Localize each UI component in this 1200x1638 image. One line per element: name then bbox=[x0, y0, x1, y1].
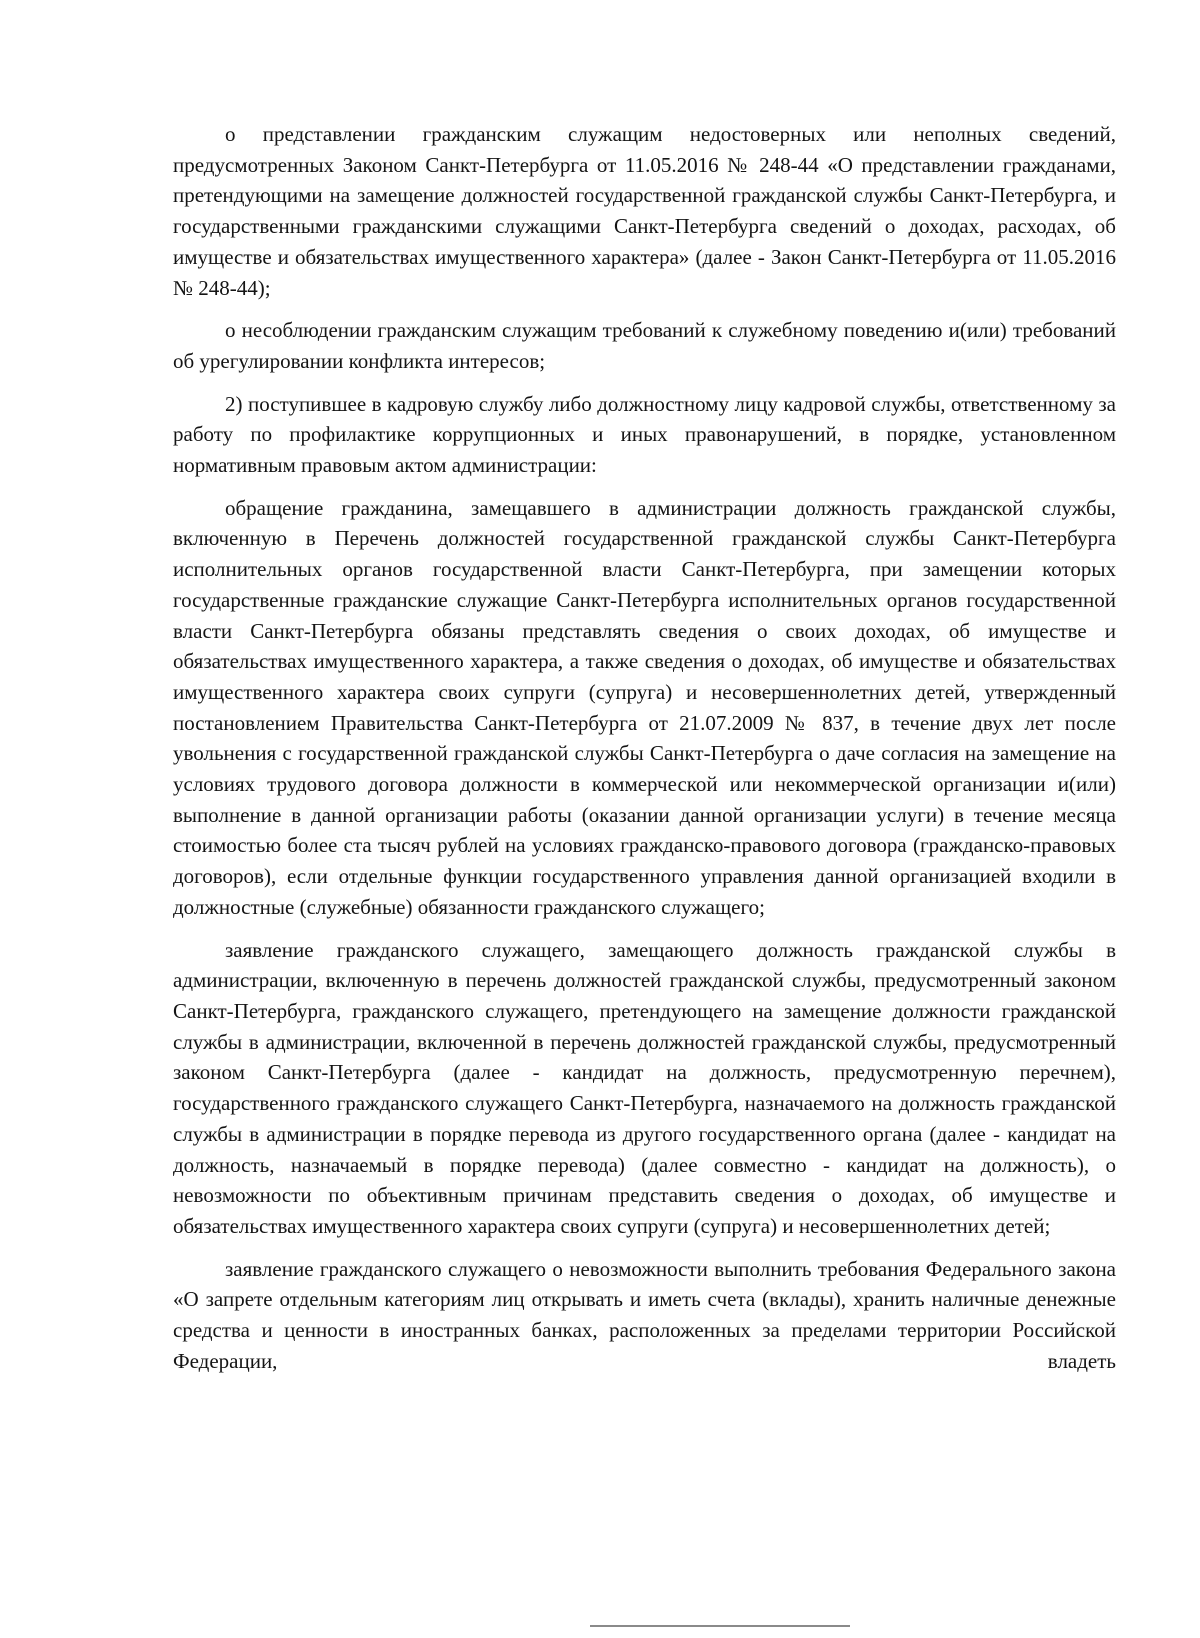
paragraph-income-statement-impossibility: заявление гражданского служащего, замещающего должность гражданской службы в администрации, включенную в перечень должностей гражданской службы, предусмотренный законом Санкт-Петербурга, гражданского служащего, претендующего на замещение должности гражданской службы в администрации, включенной в перечень должностей гражданской службы, предусмотренный законом Санкт-Петербурга (далее - кандидат на должность, предусмотренную перечнем), государственного гражданского служащего Санкт-Петербурга, назначаемого на должность гражданской службы в администрации в порядке перевода из другого государственного органа (далее - кандидат на должность, назначаемый в порядке перевода) (далее совместно - кандидат на должность), о невозможности по объективным причинам представить сведения о доходах, об имуществе и обязательствах имущественного характера своих супруги (супруга) и несовершеннолетних детей; bbox=[173, 937, 1116, 1238]
paragraph-former-employee-appeal: обращение гражданина, замещавшего в администрации должность гражданской службы, включенную в Перечень должностей государственной гражданской службы Санкт-Петербурга исполнительных органов государственной власти Санкт-Петербурга, при замещении которых государственные гражданские служащие Санкт-Петербурга исполнительных органов государственной власти Санкт-Петербурга обязаны представлять сведения о своих доходах, об имуществе и обязательствах имущественного характера, а также сведения о доходах, об имуществе и обязательствах имущественного характера своих супруги (супруга) и несовершеннолетних детей, утвержденный постановлением Правительства Санкт-Петербурга от 21.07.2009 № 837, в течение двух лет после увольнения с государственной гражданской службы Санкт-Петербурга о даче согласия на замещение на условиях трудового договора должности в коммерческой или некоммерческой организации и(или) выполнение в данной организации работы (оказании данной организации услуги) в течение месяца стоимостью более ста тысяч рублей на условиях гражданско-правового договора (гражданско-правовых договоров), если отдельные функции государственного управления данной организацией входили в должностные (служебные) обязанности гражданского служащего; bbox=[173, 495, 1116, 919]
document-body bbox=[173, 119, 1116, 1388]
paragraph-false-information: о представлении гражданским служащим недостоверных или неполных сведений, предусмотренных Законом Санкт-Петербурга от 11.05.2016 № 248-44 «О представлении гражданами, претендующими на замещение должностей государственной гражданской службы Санкт-Петербурга, и государственными гражданскими служащими Санкт-Петербурга сведений о доходах, расходах, об имуществе и обязательствах имущественного характера» (далее - Закон Санкт-Петербурга от 11.05.2016 № 248-44); bbox=[173, 122, 1116, 300]
scan-artifact-line bbox=[590, 1625, 850, 1627]
paragraph-foreign-banks-statement: заявление гражданского служащего о невозможности выполнить требования Федерального закона «О запрете отдельным категориям лиц открывать и иметь счета (вклады), хранить наличные денежные средства и ценности в иностранных банках, расположенных за пределами территории Российской Федерации, владеть bbox=[173, 1256, 1116, 1373]
paragraph-hr-service-received: 2) поступившее в кадровую службу либо должностному лицу кадровой службы, ответственному за работу по профилактике коррупционных и иных правонарушений, в порядке, установленном нормативным правовым актом администрации: bbox=[173, 391, 1116, 478]
paragraph-conduct-requirements: о несоблюдении гражданским служащим требований к служебному поведению и(или) требований об урегулировании конфликта интересов; bbox=[173, 318, 1116, 373]
